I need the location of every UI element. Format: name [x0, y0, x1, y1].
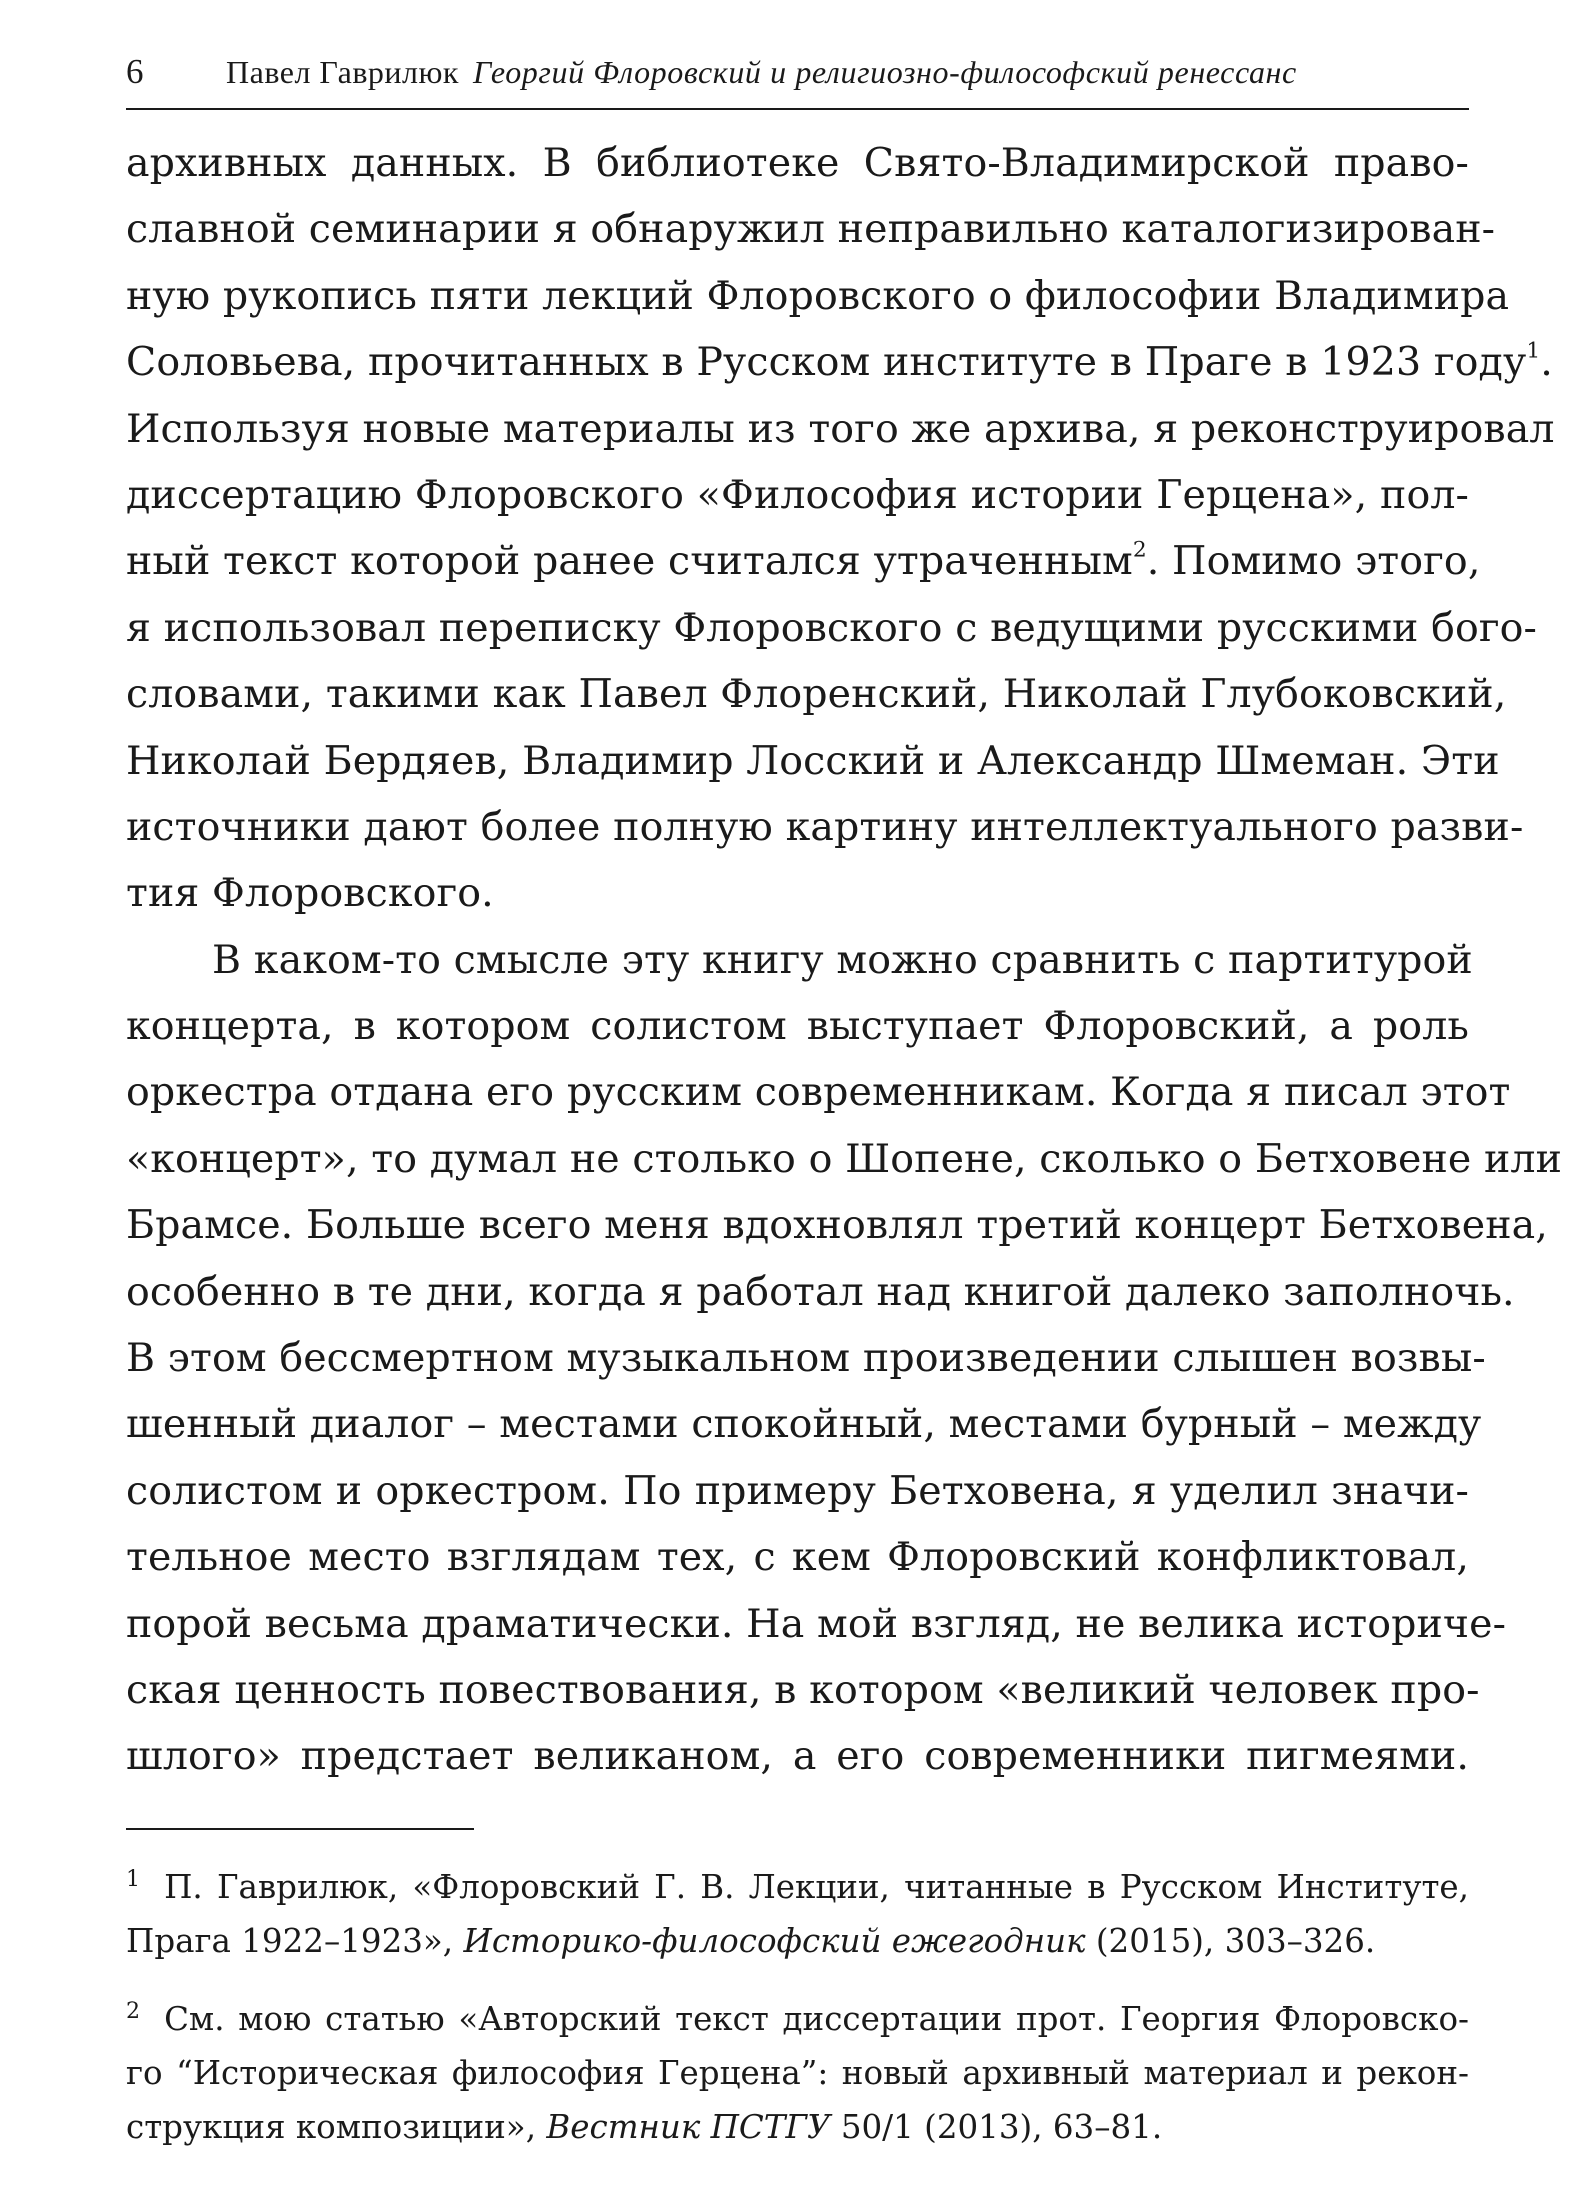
text-line: Николай Бердяев, Владимир Лосский и Александр Шмеман. Эти	[126, 737, 1500, 784]
text-fragment: ный текст которой ранее считался утраченным	[126, 538, 1133, 585]
footnote-reference-1[interactable]: 1	[1526, 338, 1541, 364]
footnote-separator	[126, 1828, 474, 1830]
text-line: В каком-то смысле эту книгу можно сравнить с партитурой	[212, 936, 1473, 983]
footnote-line	[126, 1992, 1469, 2046]
text-line: я использовал переписку Флоровского с ведущими русскими бого-	[126, 604, 1537, 651]
text-line: тия Флоровского.	[126, 870, 494, 917]
footnote-line: го “Историческая философия Герцена”: новый архивный материал и рекон-	[126, 2053, 1469, 2092]
page-number: 6	[126, 52, 144, 91]
text-fragment: 50/1 (2013), 63–81.	[840, 2107, 1163, 2146]
text-line: Используя новые материалы из того же архива, я реконструировал	[126, 405, 1555, 452]
main-text	[126, 130, 1563, 1790]
journal-title: Вестник ПСТГУ	[546, 2107, 831, 2146]
footnote-line	[126, 1860, 1469, 1914]
text-line: порой весьма драматически. На мой взгляд, не велика историче-	[126, 1600, 1507, 1647]
text-fragment: П. Гаврилюк, «Флоровский Г. В. Лекции, читанные в Русском Институте,	[164, 1867, 1469, 1906]
journal-title: Историко-философский ежегодник	[463, 1921, 1086, 1960]
text-line: тельное место взглядам тех, с кем Флоровский конфликтовал,	[126, 1534, 1469, 1581]
text-line: ную рукопись пяти лекций Флоровского о философии Владимира	[126, 272, 1510, 319]
text-line-with-footnote-ref	[126, 329, 1553, 395]
text-line-with-footnote-ref	[126, 528, 1481, 594]
text-line: архивных данных. В библиотеке Свято-Владимирской право-	[126, 140, 1469, 186]
running-head-title: Георгий Флоровский и религиозно-философский ренессанс	[472, 54, 1297, 90]
text-line: особенно в те дни, когда я работал над книгой далеко заполночь.	[126, 1268, 1515, 1315]
text-line: Брамсе. Больше всего меня вдохновлял третий концерт Бетховена,	[126, 1202, 1548, 1249]
text-fragment: Соловьева, прочитанных в Русском институте в Праге в 1923 году	[126, 339, 1527, 386]
footnote-line	[126, 1914, 1469, 1968]
text-line: концерта, в котором солистом выступает Флоровский, а роль	[126, 1003, 1469, 1050]
text-fragment: См. мою статью «Авторский текст диссертации прот. Георгия Флоровско-	[164, 1999, 1469, 2038]
text-line: славной семинарии я обнаружил неправильно каталогизирован-	[126, 206, 1496, 253]
footnote-mark: 2	[126, 1997, 141, 2024]
footnote-line	[126, 2100, 1469, 2154]
text-line: словами, такими как Павел Флоренский, Николай Глубоковский,	[126, 671, 1507, 718]
text-line: диссертацию Флоровского «Философия истории Герцена», пол-	[126, 471, 1469, 518]
text-fragment: струкция композиции»,	[126, 2107, 537, 2146]
footnote-2	[126, 1992, 1469, 2154]
footnote-1	[126, 1860, 1469, 1968]
text-line: ская ценность повествования, в котором «великий человек про-	[126, 1666, 1480, 1713]
text-line: оркестра отдана его русским современникам. Когда я писал этот	[126, 1069, 1511, 1116]
running-head-author: Павел Гаврилюк	[226, 54, 459, 90]
footnote-reference-2[interactable]: 2	[1132, 537, 1147, 563]
text-line: шлого» предстает великаном, а его современники пигмеями.	[126, 1733, 1469, 1780]
running-head	[126, 52, 1469, 110]
footnote-mark: 1	[126, 1865, 141, 1892]
text-fragment: .	[1540, 339, 1553, 386]
text-line: источники дают более полную картину интеллектуального разви-	[126, 803, 1524, 850]
text-line: шенный диалог – местами спокойный, местами бурный – между	[126, 1401, 1482, 1448]
text-fragment: . Помимо этого,	[1146, 538, 1481, 585]
text-line: «концерт», то думал не столько о Шопене, сколько о Бетховене или	[126, 1135, 1563, 1182]
text-line: В этом бессмертном музыкальном произведении слышен возвы-	[126, 1335, 1486, 1382]
text-fragment: Прага 1922–1923»,	[126, 1921, 454, 1960]
footnotes	[126, 1860, 1469, 2154]
text-line: солистом и оркестром. По примеру Бетховена, я уделил значи-	[126, 1467, 1469, 1514]
text-fragment: (2015), 303–326.	[1095, 1921, 1376, 1960]
book-page	[126, 52, 1563, 2154]
